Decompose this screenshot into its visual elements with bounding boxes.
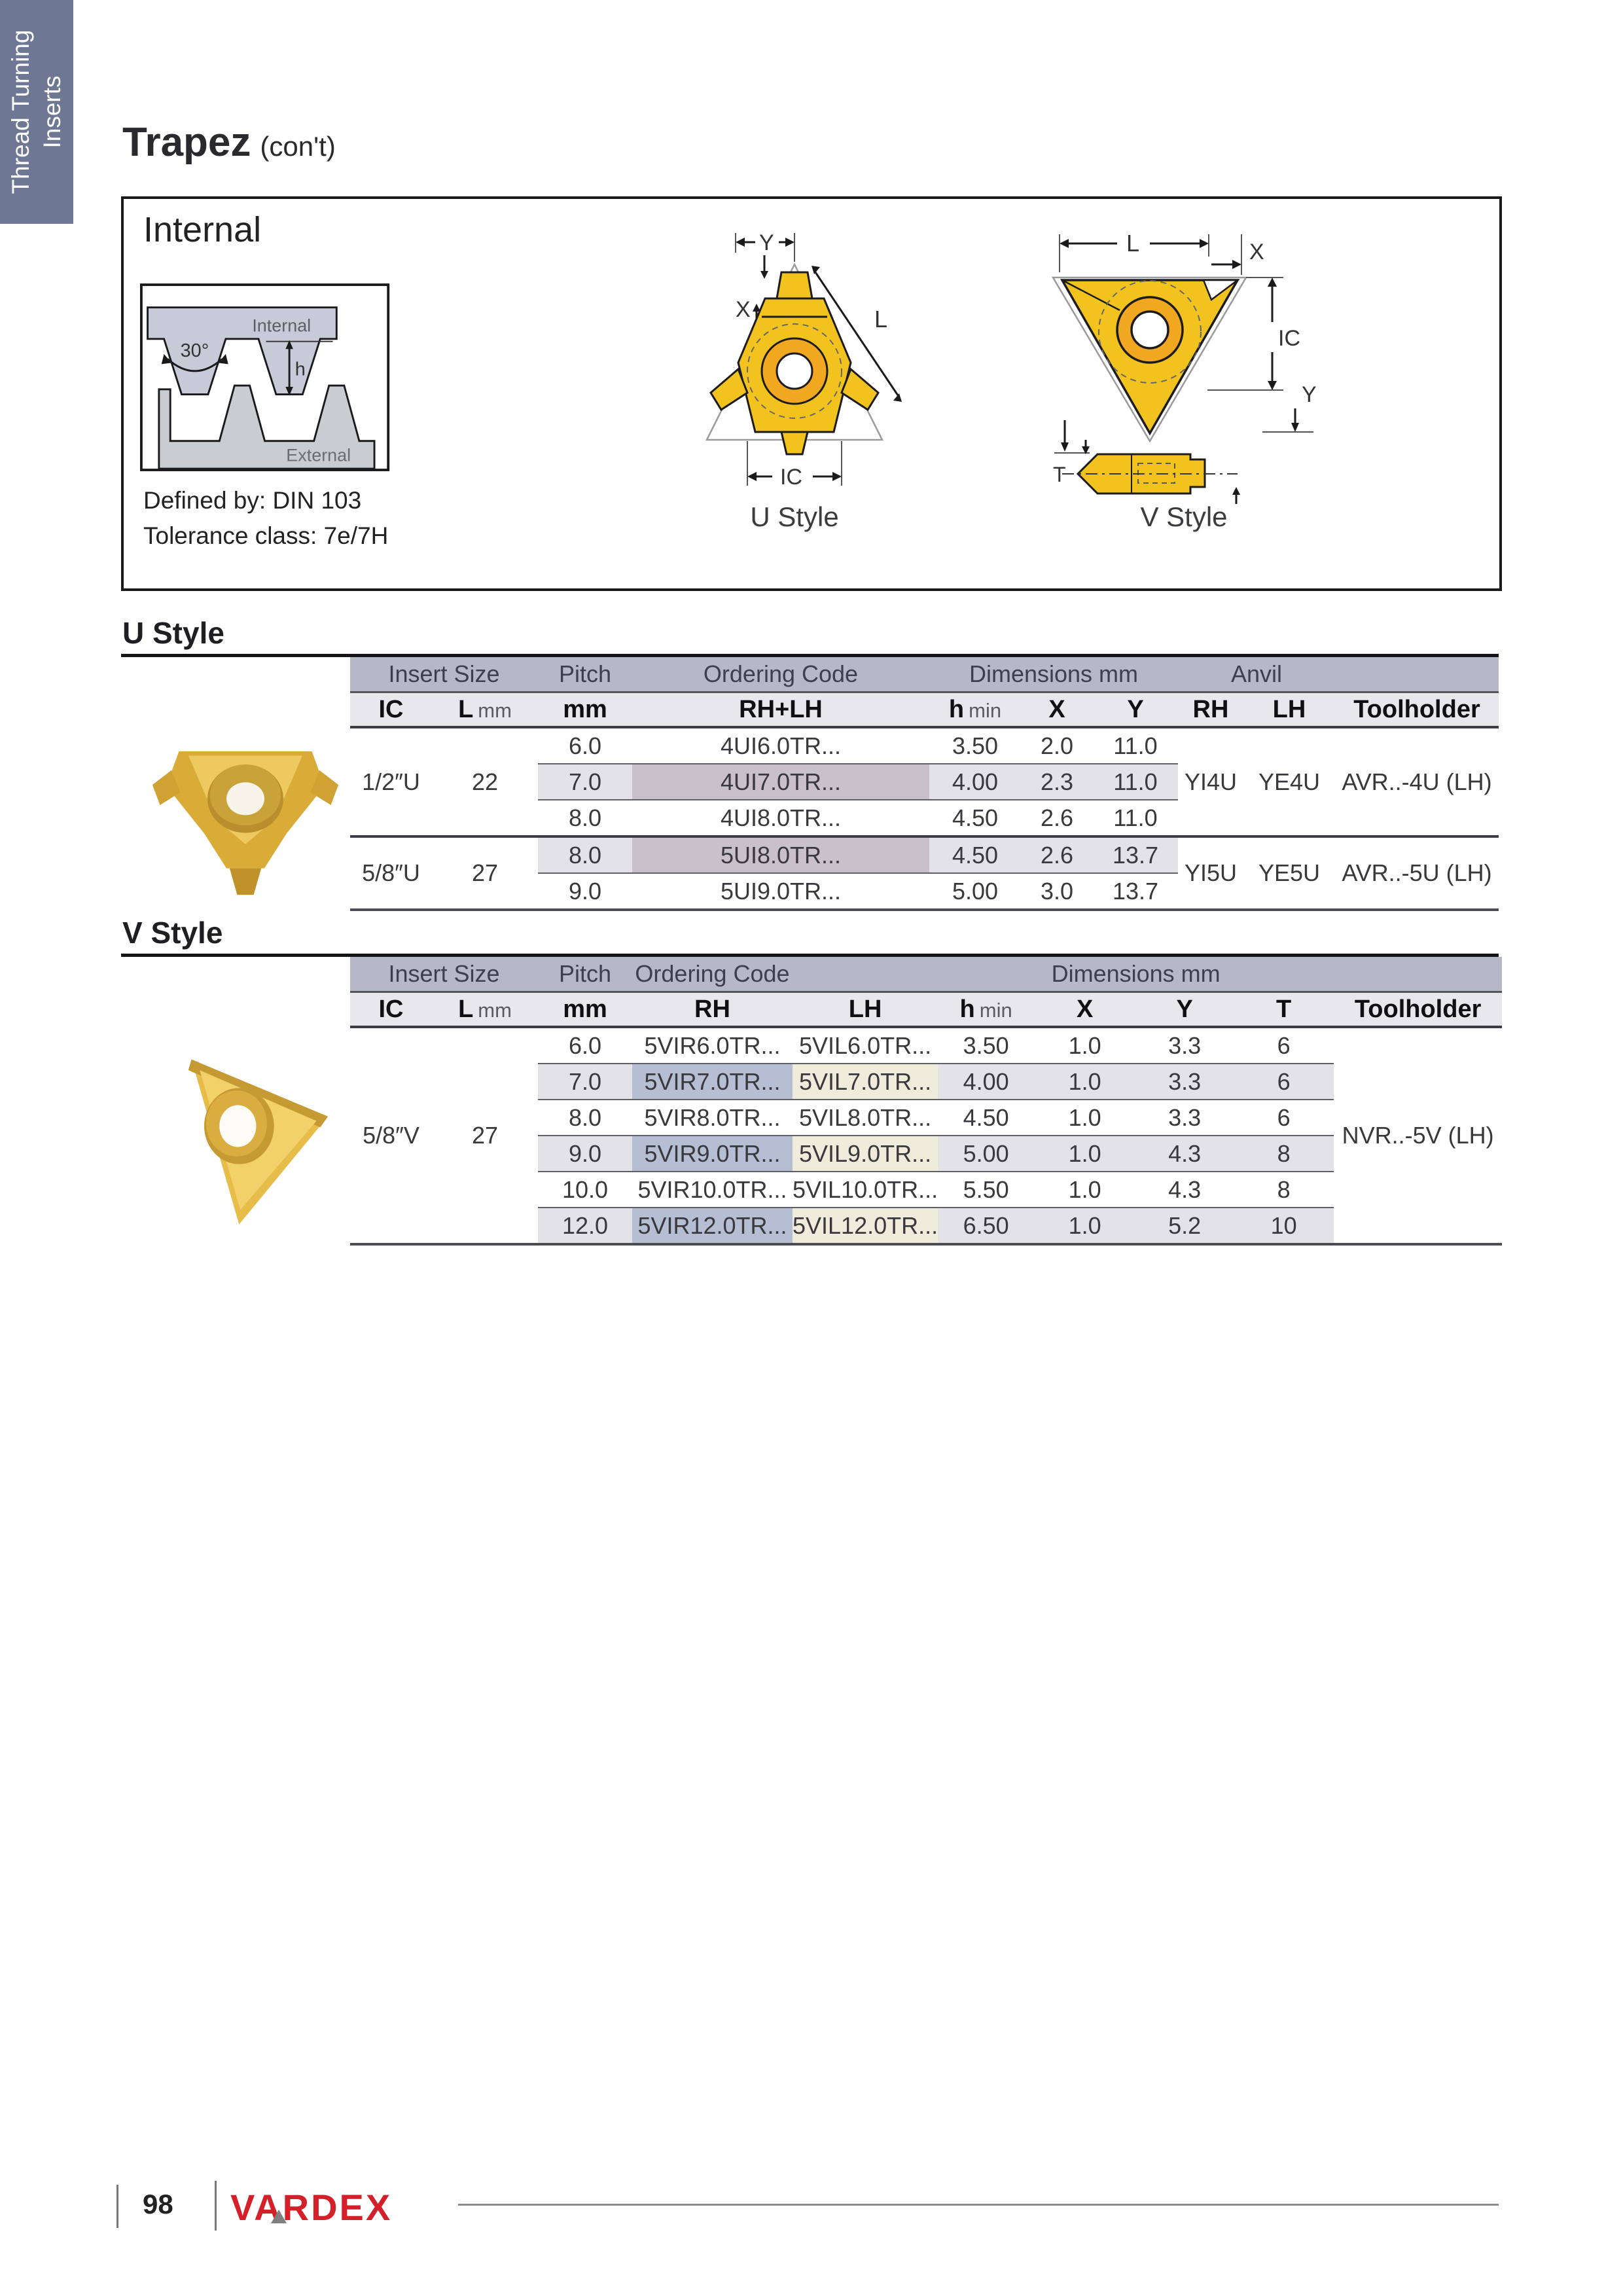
col-ordering-code: Ordering Code <box>632 657 929 692</box>
vardex-logo-text: VARDEX <box>230 2187 393 2228</box>
rh-code-cell: 5VIR8.0TR... <box>632 1100 793 1136</box>
y-arrow-left <box>736 238 745 247</box>
y-label: Y <box>1302 382 1317 407</box>
subcol-pitch-mm: mm <box>538 692 632 728</box>
rh-code-cell: 5VIR7.0TR... <box>632 1064 793 1100</box>
lh-code-cell: 5VIL6.0TR... <box>793 1027 938 1064</box>
pitch-cell: 9.0 <box>538 1136 632 1172</box>
h-unit: min <box>969 698 1002 722</box>
lh-code-cell: 5VIL12.0TR... <box>793 1208 938 1244</box>
x-arrow <box>1232 260 1241 269</box>
v-header-row <box>350 957 1502 992</box>
col-insert-size: Insert Size <box>350 657 538 692</box>
y-cell: 4.3 <box>1135 1136 1234 1172</box>
h-label: h <box>294 359 306 380</box>
lh-code-cell: 5VIL7.0TR... <box>793 1064 938 1100</box>
subcol-toolholder: Toolholder <box>1335 692 1499 728</box>
l-arrow-left <box>1060 239 1069 248</box>
l-symbol: L <box>458 995 474 1023</box>
col-dimensions: Dimensions mm <box>938 957 1334 992</box>
y-cell: 3.3 <box>1135 1100 1234 1136</box>
ic-cell: 1/2″U <box>350 727 432 836</box>
hmin-cell: 3.50 <box>929 727 1021 764</box>
lh-code-cell: 5VIL10.0TR... <box>793 1172 938 1208</box>
code-cell: 4UI7.0TR... <box>632 764 929 800</box>
y-cell: 5.2 <box>1135 1208 1234 1244</box>
v-subheader-row <box>350 992 1502 1028</box>
t-arrow-bottom <box>1232 487 1240 495</box>
subcol-pitch-mm: mm <box>538 992 632 1028</box>
u-style-table-wrap <box>350 657 1499 911</box>
subcol-y: Y <box>1135 992 1234 1028</box>
l-label: L <box>1126 230 1140 257</box>
y-cell: 3.3 <box>1135 1064 1234 1100</box>
x-cell: 2.6 <box>1021 836 1093 873</box>
page-title-suffix: (con't) <box>260 131 336 162</box>
x-cell: 1.0 <box>1034 1136 1135 1172</box>
page-number: 98 <box>143 2189 173 2219</box>
insert-top-tab <box>777 272 812 298</box>
l-cell: 27 <box>432 1027 538 1244</box>
l-unit: mm <box>478 998 512 1022</box>
thread-turning-inserts-tab <box>0 0 73 224</box>
pitch-cell: 10.0 <box>538 1172 632 1208</box>
col-dimensions: Dimensions mm <box>929 657 1178 692</box>
col-ordering-code: Ordering Code <box>632 957 793 992</box>
u-style-diagram <box>683 224 906 505</box>
t-cell: 10 <box>1234 1208 1334 1244</box>
tab-line1: Thread Turning <box>7 29 34 194</box>
t-cell: 8 <box>1234 1136 1334 1172</box>
hmin-cell: 4.50 <box>929 800 1021 836</box>
pitch-cell: 7.0 <box>538 764 632 800</box>
h-symbol: h <box>948 695 965 723</box>
hmin-cell: 6.50 <box>938 1208 1034 1244</box>
hmin-cell: 5.00 <box>938 1136 1034 1172</box>
y-cell: 11.0 <box>1093 800 1178 836</box>
ic-label: IC <box>1278 326 1300 351</box>
pitch-cell: 8.0 <box>538 836 632 873</box>
t-cell: 6 <box>1234 1027 1334 1064</box>
h-unit: min <box>979 998 1012 1022</box>
u-photo-bottom-tab <box>230 869 261 895</box>
toolholder-cell: NVR..-5V (LH) <box>1334 1027 1502 1244</box>
x-cell: 1.0 <box>1034 1064 1135 1100</box>
page-title <box>122 119 336 166</box>
hmin-cell: 4.50 <box>938 1100 1034 1136</box>
x-cell: 1.0 <box>1034 1027 1135 1064</box>
hmin-cell: 5.00 <box>929 873 1021 910</box>
pitch-cell: 6.0 <box>538 1027 632 1064</box>
page-title-text: Trapez <box>122 120 251 165</box>
x-cell: 1.0 <box>1034 1100 1135 1136</box>
subcol-hmin <box>929 692 1021 728</box>
subcol-ic: IC <box>350 992 432 1028</box>
l-arrow-right <box>1200 239 1209 248</box>
subcol-y: Y <box>1093 692 1178 728</box>
subcol-l <box>432 692 538 728</box>
ic-label: IC <box>780 465 802 490</box>
subcol-lh: LH <box>793 992 938 1028</box>
subcol-rh-lh: RH+LH <box>632 692 929 728</box>
anvil-rh-cell: YI5U <box>1178 836 1243 910</box>
angle-label: 30° <box>180 340 209 361</box>
vardex-logo-triangle-icon <box>271 2210 287 2223</box>
internal-label: Internal <box>252 315 312 336</box>
tab-line2: Inserts <box>39 75 65 149</box>
col-insert-size: Insert Size <box>350 957 538 992</box>
x-cell: 1.0 <box>1034 1208 1135 1244</box>
col-anvil: Anvil <box>1178 657 1335 692</box>
vardex-logo <box>230 2186 392 2229</box>
rh-code-cell: 5VIR12.0TR... <box>632 1208 793 1244</box>
subcol-lh: LH <box>1243 692 1335 728</box>
center-hole <box>777 353 812 389</box>
info-box-heading: Internal <box>143 210 262 249</box>
subcol-x: X <box>1034 992 1135 1028</box>
subcol-t: T <box>1234 992 1334 1028</box>
insert-bottom-tab <box>781 432 808 454</box>
v-style-diagram <box>1040 224 1328 505</box>
table-row <box>350 836 1499 873</box>
lh-code-cell: 5VIL9.0TR... <box>793 1136 938 1172</box>
y-cell: 11.0 <box>1093 764 1178 800</box>
subcol-rh: RH <box>1178 692 1243 728</box>
ic-arrow-bottom <box>1268 381 1277 390</box>
y-cell: 11.0 <box>1093 727 1178 764</box>
x-cell: 2.3 <box>1021 764 1093 800</box>
x-cell: 2.6 <box>1021 800 1093 836</box>
y-arrow-left <box>1061 442 1069 452</box>
col-blank <box>1335 657 1499 692</box>
subcol-ic: IC <box>350 692 432 728</box>
defined-by-text: Defined by: DIN 103 <box>143 487 362 514</box>
anvil-lh-cell: YE5U <box>1243 836 1335 910</box>
y-arrow <box>1291 423 1299 432</box>
hmin-cell: 5.50 <box>938 1172 1034 1208</box>
external-label: External <box>286 445 351 465</box>
code-cell: 4UI6.0TR... <box>632 727 929 764</box>
ic-arrow-top <box>1268 278 1277 287</box>
code-cell: 4UI8.0TR... <box>632 800 929 836</box>
tolerance-text: Tolerance class: 7e/7H <box>143 522 389 549</box>
table-row <box>350 727 1499 764</box>
tab-label <box>5 30 68 194</box>
rh-code-cell: 5VIR6.0TR... <box>632 1027 793 1064</box>
col-pitch: Pitch <box>538 657 632 692</box>
pitch-cell: 7.0 <box>538 1064 632 1100</box>
t-label: T <box>1053 463 1066 486</box>
y-arrow-right <box>785 238 794 247</box>
center-hole <box>1132 312 1168 348</box>
subcol-toolholder: Toolholder <box>1334 992 1502 1028</box>
anvil-rh-cell: YI4U <box>1178 727 1243 836</box>
x-label: X <box>1249 240 1264 264</box>
v-style-section-title: V Style <box>122 916 223 950</box>
u-style-table <box>350 657 1499 911</box>
footer-rule <box>458 2204 1499 2206</box>
t-cell: 8 <box>1234 1172 1334 1208</box>
thread-profile-diagram <box>140 281 392 475</box>
subcol-hmin <box>938 992 1034 1028</box>
y-cell: 3.3 <box>1135 1027 1234 1064</box>
h-symbol: h <box>959 995 975 1023</box>
col-blank <box>1334 957 1502 992</box>
v-style-caption: V Style <box>1140 501 1228 532</box>
ic-arrow-right <box>832 472 842 481</box>
l-symbol: L <box>458 695 474 723</box>
lh-code-cell: 5VIL8.0TR... <box>793 1100 938 1136</box>
internal-info-box <box>121 196 1502 591</box>
subcol-l <box>432 992 538 1028</box>
footer-divider-2 <box>215 2181 217 2231</box>
u-style-caption: U Style <box>750 501 839 532</box>
x-cell: 3.0 <box>1021 873 1093 910</box>
y-label: Y <box>759 230 774 255</box>
pitch-cell: 9.0 <box>538 873 632 910</box>
u-insert-photo <box>137 710 353 900</box>
v-insert-photo <box>134 1031 357 1240</box>
y-drop-arrow <box>760 271 768 279</box>
pitch-cell: 12.0 <box>538 1208 632 1244</box>
v-photo-hole <box>219 1105 256 1147</box>
ic-cell: 5/8″U <box>350 836 432 910</box>
u-header-row <box>350 657 1499 692</box>
pitch-cell: 6.0 <box>538 727 632 764</box>
hmin-cell: 4.00 <box>938 1064 1034 1100</box>
col-blank-lh <box>793 957 938 992</box>
t-cell: 6 <box>1234 1100 1334 1136</box>
rh-code-cell: 5VIR9.0TR... <box>632 1136 793 1172</box>
hmin-cell: 3.50 <box>938 1027 1034 1064</box>
pitch-cell: 8.0 <box>538 800 632 836</box>
l-cell: 27 <box>432 836 538 910</box>
x-cell: 1.0 <box>1034 1172 1135 1208</box>
u-style-section-title: U Style <box>122 616 224 650</box>
code-cell: 5UI9.0TR... <box>632 873 929 910</box>
toolholder-cell: AVR..-4U (LH) <box>1335 727 1499 836</box>
x-label: X <box>736 297 751 322</box>
hmin-cell: 4.50 <box>929 836 1021 873</box>
code-cell: 5UI8.0TR... <box>632 836 929 873</box>
u-photo-hole <box>226 782 264 815</box>
y-cell: 4.3 <box>1135 1172 1234 1208</box>
y-cell: 13.7 <box>1093 873 1178 910</box>
toolholder-cell: AVR..-5U (LH) <box>1335 836 1499 910</box>
anvil-lh-cell: YE4U <box>1243 727 1335 836</box>
v-style-table <box>350 957 1502 1246</box>
t-cell: 6 <box>1234 1064 1334 1100</box>
ic-cell: 5/8″V <box>350 1027 432 1244</box>
pitch-cell: 8.0 <box>538 1100 632 1136</box>
subcol-x: X <box>1021 692 1093 728</box>
l-cell: 22 <box>432 727 538 836</box>
v-style-table-wrap <box>350 957 1502 1246</box>
hmin-cell: 4.00 <box>929 764 1021 800</box>
x-cell: 2.0 <box>1021 727 1093 764</box>
footer-divider-1 <box>116 2185 118 2228</box>
rh-code-cell: 5VIR10.0TR... <box>632 1172 793 1208</box>
l-label: L <box>874 306 888 332</box>
u-subheader-row <box>350 692 1499 728</box>
y-cell: 13.7 <box>1093 836 1178 873</box>
l-unit: mm <box>478 698 512 722</box>
ic-arrow-left <box>747 472 757 481</box>
table-row <box>350 1027 1502 1064</box>
col-pitch: Pitch <box>538 957 632 992</box>
subcol-rh: RH <box>632 992 793 1028</box>
